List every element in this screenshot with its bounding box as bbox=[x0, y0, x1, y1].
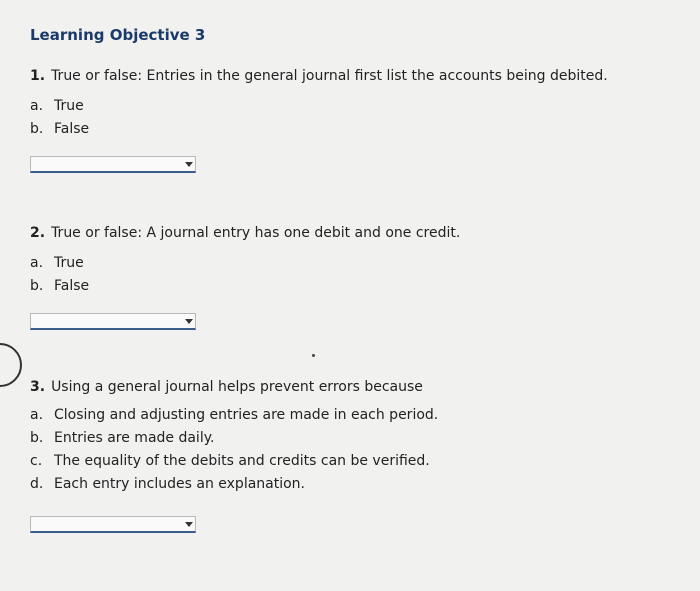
option-letter: a. bbox=[30, 407, 44, 423]
question-3-prompt: Using a general journal helps prevent errors because bbox=[51, 379, 423, 395]
question-2-options bbox=[30, 252, 460, 298]
partial-circle-mark bbox=[0, 343, 22, 387]
option-letter: a. bbox=[30, 255, 44, 271]
question-2-answer-dropdown[interactable] bbox=[30, 313, 196, 330]
option-text: Entries are made daily. bbox=[54, 430, 215, 446]
question-2-option-a bbox=[30, 252, 460, 275]
question-1-number: 1. bbox=[30, 68, 46, 84]
question-2-number: 2. bbox=[30, 225, 46, 241]
option-letter: b. bbox=[30, 121, 44, 137]
option-text: True bbox=[54, 255, 84, 271]
question-1-text bbox=[30, 67, 608, 85]
stray-dot-mark bbox=[312, 354, 315, 357]
question-1 bbox=[30, 67, 608, 141]
question-2 bbox=[30, 224, 460, 298]
question-2-option-b bbox=[30, 275, 460, 298]
dropdown-arrow-icon bbox=[185, 319, 193, 324]
question-1-option-b bbox=[30, 118, 608, 141]
question-3 bbox=[30, 378, 438, 496]
option-letter: d. bbox=[30, 476, 44, 492]
option-letter: b. bbox=[30, 278, 44, 294]
option-letter: b. bbox=[30, 430, 44, 446]
option-letter: a. bbox=[30, 98, 44, 114]
option-text: The equality of the debits and credits can be verified. bbox=[54, 453, 430, 469]
question-3-option-b bbox=[30, 427, 438, 450]
question-1-option-a bbox=[30, 95, 608, 118]
question-1-options bbox=[30, 95, 608, 141]
question-3-options bbox=[30, 404, 438, 496]
question-3-number: 3. bbox=[30, 379, 46, 395]
question-1-prompt: True or false: Entries in the general journal first list the accounts being debited. bbox=[51, 68, 608, 84]
option-text: False bbox=[54, 278, 90, 294]
question-3-option-c bbox=[30, 450, 438, 473]
question-1-answer-dropdown[interactable] bbox=[30, 156, 196, 173]
option-text: Closing and adjusting entries are made in each period. bbox=[54, 407, 439, 423]
dropdown-arrow-icon bbox=[185, 522, 193, 527]
section-title: Learning Objective 3 bbox=[30, 26, 206, 44]
question-2-prompt: True or false: A journal entry has one debit and one credit. bbox=[51, 225, 461, 241]
option-letter: c. bbox=[30, 453, 43, 469]
question-3-answer-dropdown[interactable] bbox=[30, 516, 196, 533]
question-3-option-a bbox=[30, 404, 438, 427]
option-text: Each entry includes an explanation. bbox=[54, 476, 306, 492]
option-text: False bbox=[54, 121, 90, 137]
question-3-text bbox=[30, 378, 438, 396]
question-2-text bbox=[30, 224, 460, 242]
question-3-option-d bbox=[30, 473, 438, 496]
dropdown-arrow-icon bbox=[185, 162, 193, 167]
option-text: True bbox=[54, 98, 84, 114]
